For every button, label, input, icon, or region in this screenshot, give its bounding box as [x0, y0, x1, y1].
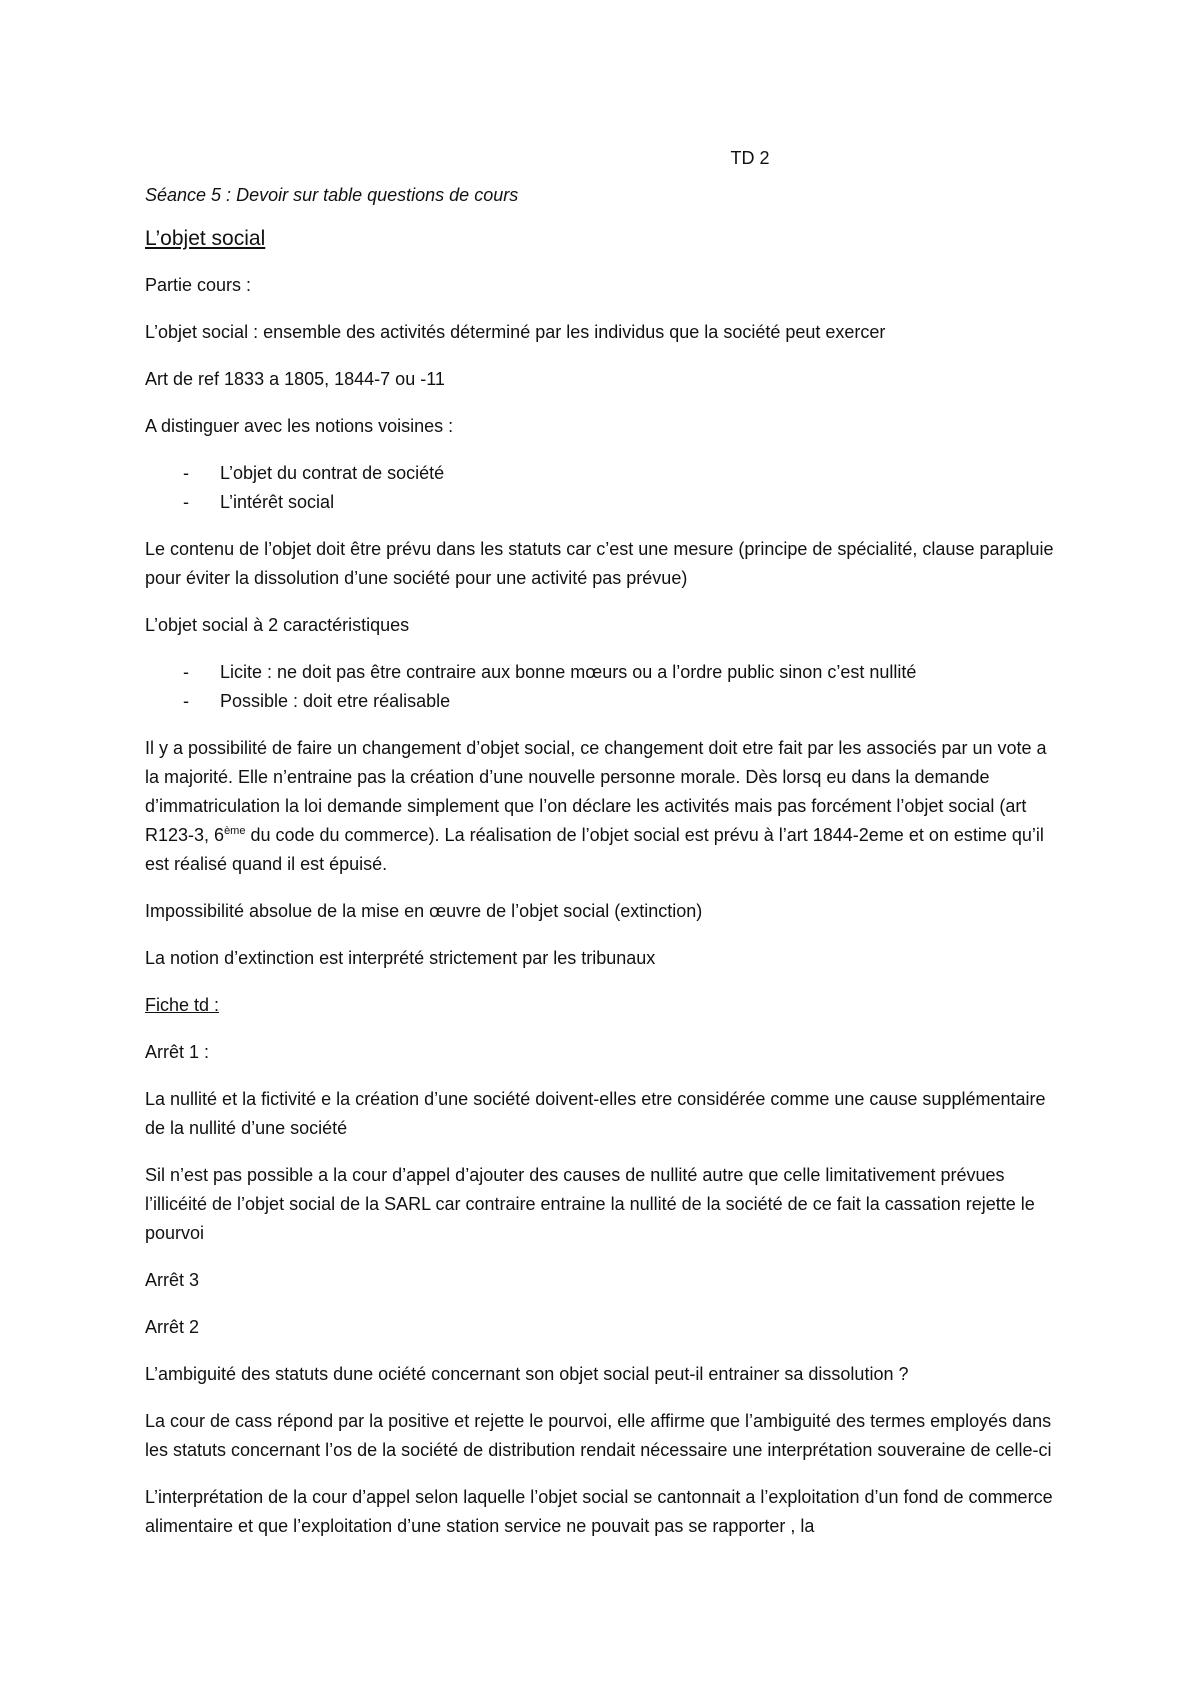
list-item: - Possible : doit etre réalisable — [145, 687, 1055, 716]
caracteristiques-list — [145, 658, 1055, 716]
paragraph-cour-de-cass: La cour de cass répond par la positive et rejette le pourvoi, elle affirme que l’ambiguité des termes employés dans les statuts concernant l’os de la société de distribution rendait nécessaire une interprétation souveraine de celle-ci — [145, 1411, 1052, 1460]
paragraph-contenu: Le contenu de l’objet doit être prévu dans les statuts car c’est une mesure (principe de spécialité, clause parapluie pour éviter la dissolution d’une société pour une activité pas prévue) — [145, 539, 1054, 588]
document-title: TD 2 — [730, 148, 770, 168]
arret-2-heading: Arrêt 2 — [145, 1317, 200, 1337]
bullet-dash: - — [183, 463, 189, 483]
notions-list — [145, 459, 1055, 517]
paragraph-impossibilite: Impossibilité absolue de la mise en œuvre de l’objet social (extinction) — [145, 901, 703, 921]
list-item: - Licite : ne doit pas être contraire aux bonne mœurs ou a l’ordre public sinon c’est nullité — [145, 658, 1055, 687]
session-subtitle: Séance 5 : Devoir sur table questions de cours — [145, 185, 519, 205]
paragraph-changement: Il y a possibilité de faire un changement d’objet social, ce changement doit etre fait par les associés par un vote a la majorité. Elle n’entraine pas la création d’une nouvelle personne morale. Dès lorsq eu dans la demande d’immatriculation la loi demande simplement que l’on déclare les activités mais pas forcément l’objet social (art R123-3, 6ème du code du commerce). La réalisation de l’objet social est prévu à l’art 1844-2eme et on estime qu’il est réalisé quand il est épuisé. — [145, 738, 1047, 874]
paragraph-cassation: Sil n’est pas possible a la cour d’appel d’ajouter des causes de nullité autre que celle limitativement prévues l’illicéité de l’objet social de la SARL car contraire entraine la nullité de la société de ce fait la cassation rejette le pourvoi — [145, 1165, 1035, 1243]
paragraph-distinguer: A distinguer avec les notions voisines : — [145, 416, 454, 436]
section-heading: L’objet social — [145, 227, 266, 250]
arret-1-heading: Arrêt 1 : — [145, 1042, 210, 1062]
paragraph-definition: L’objet social : ensemble des activités déterminé par les individus que la société peut exercer — [145, 322, 886, 342]
bullet-dash: - — [183, 691, 189, 711]
paragraph-extinction: La notion d’extinction est interprété strictement par les tribunaux — [145, 948, 656, 968]
paragraph-nullite: La nullité et la fictivité e la création d’une société doivent-elles etre considérée comme une cause supplémentaire de la nullité d’une société — [145, 1089, 1046, 1138]
paragraph-ambiguite: L’ambiguité des statuts dune ociété concernant son objet social peut-il entrainer sa dissolution ? — [145, 1364, 909, 1384]
paragraph-partie-cours: Partie cours : — [145, 275, 252, 295]
list-item: - L’objet du contrat de société — [145, 459, 1055, 488]
fiche-td-heading: Fiche td : — [145, 995, 220, 1015]
paragraph-interpretation: L’interprétation de la cour d’appel selon laquelle l’objet social se cantonnait a l’exploitation d’un fond de commerce alimentaire et que l’exploitation d’une station service ne pouvait pas se rapporter , la — [145, 1487, 1053, 1536]
paragraph-caracteristiques: L’objet social à 2 caractéristiques — [145, 615, 410, 635]
arret-3-heading: Arrêt 3 — [145, 1270, 200, 1290]
document-body — [145, 140, 1055, 1559]
list-item: - L’intérêt social — [145, 488, 1055, 517]
bullet-dash: - — [183, 662, 189, 682]
bullet-dash: - — [183, 492, 189, 512]
paragraph-articles: Art de ref 1833 a 1805, 1844-7 ou -11 — [145, 369, 445, 389]
